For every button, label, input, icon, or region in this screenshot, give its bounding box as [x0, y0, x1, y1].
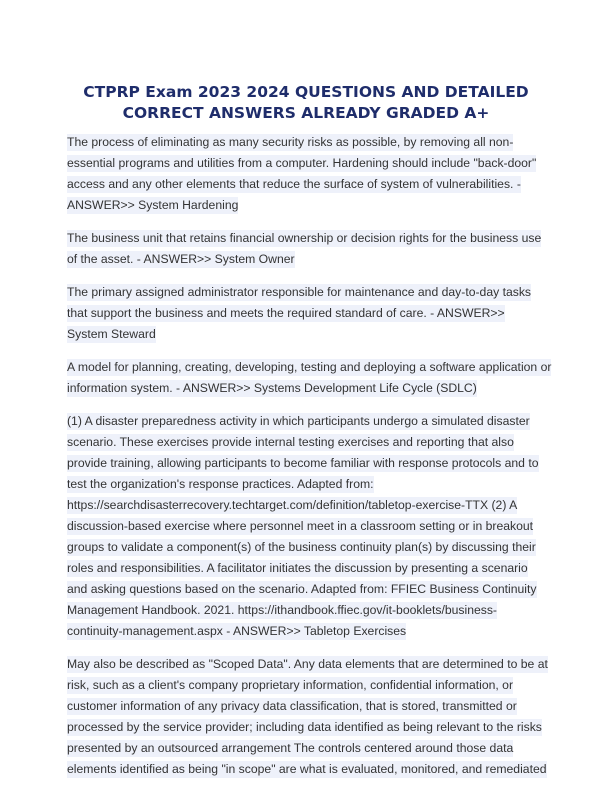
entry-line: provide training, allowing participants to become familiar with response protocols and to [67, 456, 539, 470]
entry-line: roles and responsibilities. A facilitator initiates the discussion by presenting a scenario [67, 561, 528, 575]
entry-line: and asking questions based on the scenario. Adapted from: FFIEC Business Continuity [67, 582, 537, 596]
entry-line: that support the business and meets the required standard of care. - ANSWER>> [67, 306, 505, 320]
entry-line: The business unit that retains financial ownership or decision rights for the business use [67, 231, 542, 245]
qa-list [67, 132, 555, 792]
qa-entry-system-owner [67, 228, 555, 270]
title-line: CORRECT ANSWERS ALREADY GRADED A+ [122, 104, 490, 122]
title-line: CTPRP Exam 2023 2024 QUESTIONS AND DETAILED [83, 83, 529, 101]
entry-line: Management Handbook. 2021. https://ithandbook.ffiec.gov/it-booklets/business- [67, 603, 497, 617]
entry-line: System Steward [67, 327, 156, 341]
entry-line: risk, such as a client's company proprietary information, confidential information, or [67, 678, 514, 692]
qa-entry-sdlc [67, 357, 555, 399]
entry-line: essential programs and utilities from a computer. Hardening should include "back-door" [67, 156, 537, 170]
entry-line: test the organization's response practices. Adapted from: [67, 477, 374, 491]
entry-line: elements identified as being "in scope" are what is evaluated, monitored, and remediated [67, 762, 547, 776]
entry-line: presented by an outsourced arrangement The controls centered around those data [67, 741, 514, 755]
entry-line: The process of eliminating as many security risks as possible, by removing all non- [67, 135, 514, 149]
entry-line: The primary assigned administrator responsible for maintenance and day-to-day tasks [67, 285, 532, 299]
entry-line: (1) A disaster preparedness activity in which participants undergo a simulated disaster [67, 414, 530, 428]
entry-line: groups to validate a component(s) of the business continuity plan(s) by discussing their [67, 540, 536, 554]
entry-line: discussion-based exercise where personnel meet in a classroom setting or in breakout [67, 519, 534, 533]
entry-line: information system. - ANSWER>> Systems Development Life Cycle (SDLC) [67, 381, 477, 395]
entry-line: customer information of any privacy data classification, that is stored, transmitted or [67, 699, 517, 713]
qa-entry-scoped-data [67, 654, 555, 780]
entry-line: of the asset. - ANSWER>> System Owner [67, 252, 295, 266]
entry-line: May also be described as "Scoped Data". Any data elements that are determined to be at [67, 657, 548, 671]
entry-line: https://searchdisasterrecovery.techtarget.com/definition/tabletop-exercise-TTX (2) A [67, 498, 518, 512]
qa-entry-tabletop-exercises [67, 411, 555, 642]
entry-line: access and any other elements that reduce the surface of system of vulnerabilities. - [67, 177, 521, 191]
entry-line: continuity-management.aspx - ANSWER>> Tabletop Exercises [67, 624, 407, 638]
entry-line: ANSWER>> System Hardening [67, 198, 239, 212]
entry-line: A model for planning, creating, developing, testing and deploying a software application or [67, 360, 552, 374]
qa-entry-system-hardening [67, 132, 555, 216]
qa-entry-system-steward [67, 282, 555, 345]
document-title [40, 82, 572, 124]
entry-line: processed by the service provider; including data identified as being relevant to the risks [67, 720, 542, 734]
entry-line: scenario. These exercises provide internal testing exercises and reporting that also [67, 435, 514, 449]
